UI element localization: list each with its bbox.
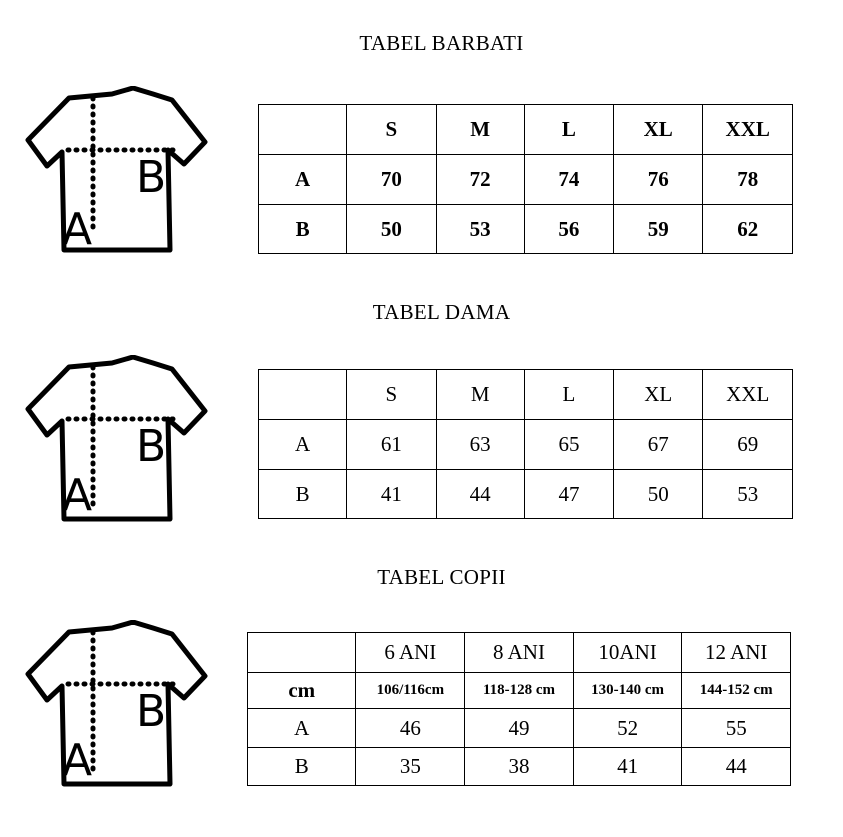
section-title-barbati: TABEL BARBATI (359, 31, 524, 55)
value-cell: 41 (573, 748, 682, 786)
value-cell: 46 (356, 709, 465, 748)
value-cell: 53 (703, 470, 793, 519)
table-row (248, 673, 791, 709)
header-cell: M (436, 105, 524, 155)
value-cell: 52 (573, 709, 682, 748)
value-cell: 53 (436, 205, 524, 254)
header-cell: XXL (703, 105, 793, 155)
section-title-dama: TABEL DAMA (372, 300, 511, 324)
header-cell: L (524, 370, 613, 420)
value-cell: 55 (682, 709, 791, 748)
header-cell (248, 633, 356, 673)
value-cell: 41 (347, 470, 436, 519)
row-label: A (259, 155, 347, 205)
value-cell: 70 (347, 155, 436, 205)
row-label: A (248, 709, 356, 748)
diagram-label-a: A (62, 470, 93, 521)
row-label: B (248, 748, 356, 786)
value-cell: 44 (436, 470, 524, 519)
header-cell: 6 ANI (356, 633, 465, 673)
value-cell: 106/116cm (356, 673, 465, 709)
value-cell: 72 (436, 155, 524, 205)
table-row (259, 420, 793, 470)
row-label: B (259, 205, 347, 254)
value-cell: 38 (465, 748, 574, 786)
value-cell: 49 (465, 709, 574, 748)
header-cell (259, 370, 347, 420)
tshirt-diagram-icon (22, 355, 208, 525)
value-cell: 59 (614, 205, 703, 254)
header-cell: XXL (703, 370, 793, 420)
header-cell (259, 105, 347, 155)
value-cell: 47 (524, 470, 613, 519)
value-cell: 62 (703, 205, 793, 254)
header-cell: 12 ANI (682, 633, 791, 673)
value-cell: 56 (524, 205, 613, 254)
value-cell: 50 (614, 470, 703, 519)
value-cell: 118-128 cm (465, 673, 574, 709)
tshirt-diagram-icon (22, 86, 208, 256)
table-row (259, 155, 793, 205)
table-row (259, 470, 793, 519)
tshirt-diagram-icon (22, 620, 208, 790)
value-cell: 144-152 cm (682, 673, 791, 709)
value-cell: 35 (356, 748, 465, 786)
header-cell: M (436, 370, 524, 420)
header-cell: S (347, 370, 436, 420)
diagram-label-a: A (62, 735, 93, 786)
value-cell: 78 (703, 155, 793, 205)
diagram-label-a: A (62, 204, 93, 255)
header-cell: 10ANI (573, 633, 682, 673)
value-cell: 63 (436, 420, 524, 470)
header-cell: L (524, 105, 613, 155)
header-cell: XL (614, 105, 703, 155)
value-cell: 76 (614, 155, 703, 205)
size-table-barbati (258, 104, 793, 254)
table-row (248, 709, 791, 748)
row-label: cm (248, 673, 356, 709)
value-cell: 74 (524, 155, 613, 205)
row-label: B (259, 470, 347, 519)
value-cell: 69 (703, 420, 793, 470)
value-cell: 67 (614, 420, 703, 470)
header-cell: S (347, 105, 436, 155)
value-cell: 65 (524, 420, 613, 470)
table-row (248, 748, 791, 786)
value-cell: 50 (347, 205, 436, 254)
size-table-copii (247, 632, 791, 786)
header-cell: 8 ANI (465, 633, 574, 673)
header-cell: XL (614, 370, 703, 420)
size-table-dama (258, 369, 793, 519)
value-cell: 61 (347, 420, 436, 470)
section-title-copii: TABEL COPII (377, 565, 506, 589)
table-row (259, 205, 793, 254)
diagram-label-b: B (136, 152, 167, 203)
value-cell: 130-140 cm (573, 673, 682, 709)
diagram-label-b: B (136, 421, 167, 472)
diagram-label-b: B (136, 686, 167, 737)
value-cell: 44 (682, 748, 791, 786)
row-label: A (259, 420, 347, 470)
